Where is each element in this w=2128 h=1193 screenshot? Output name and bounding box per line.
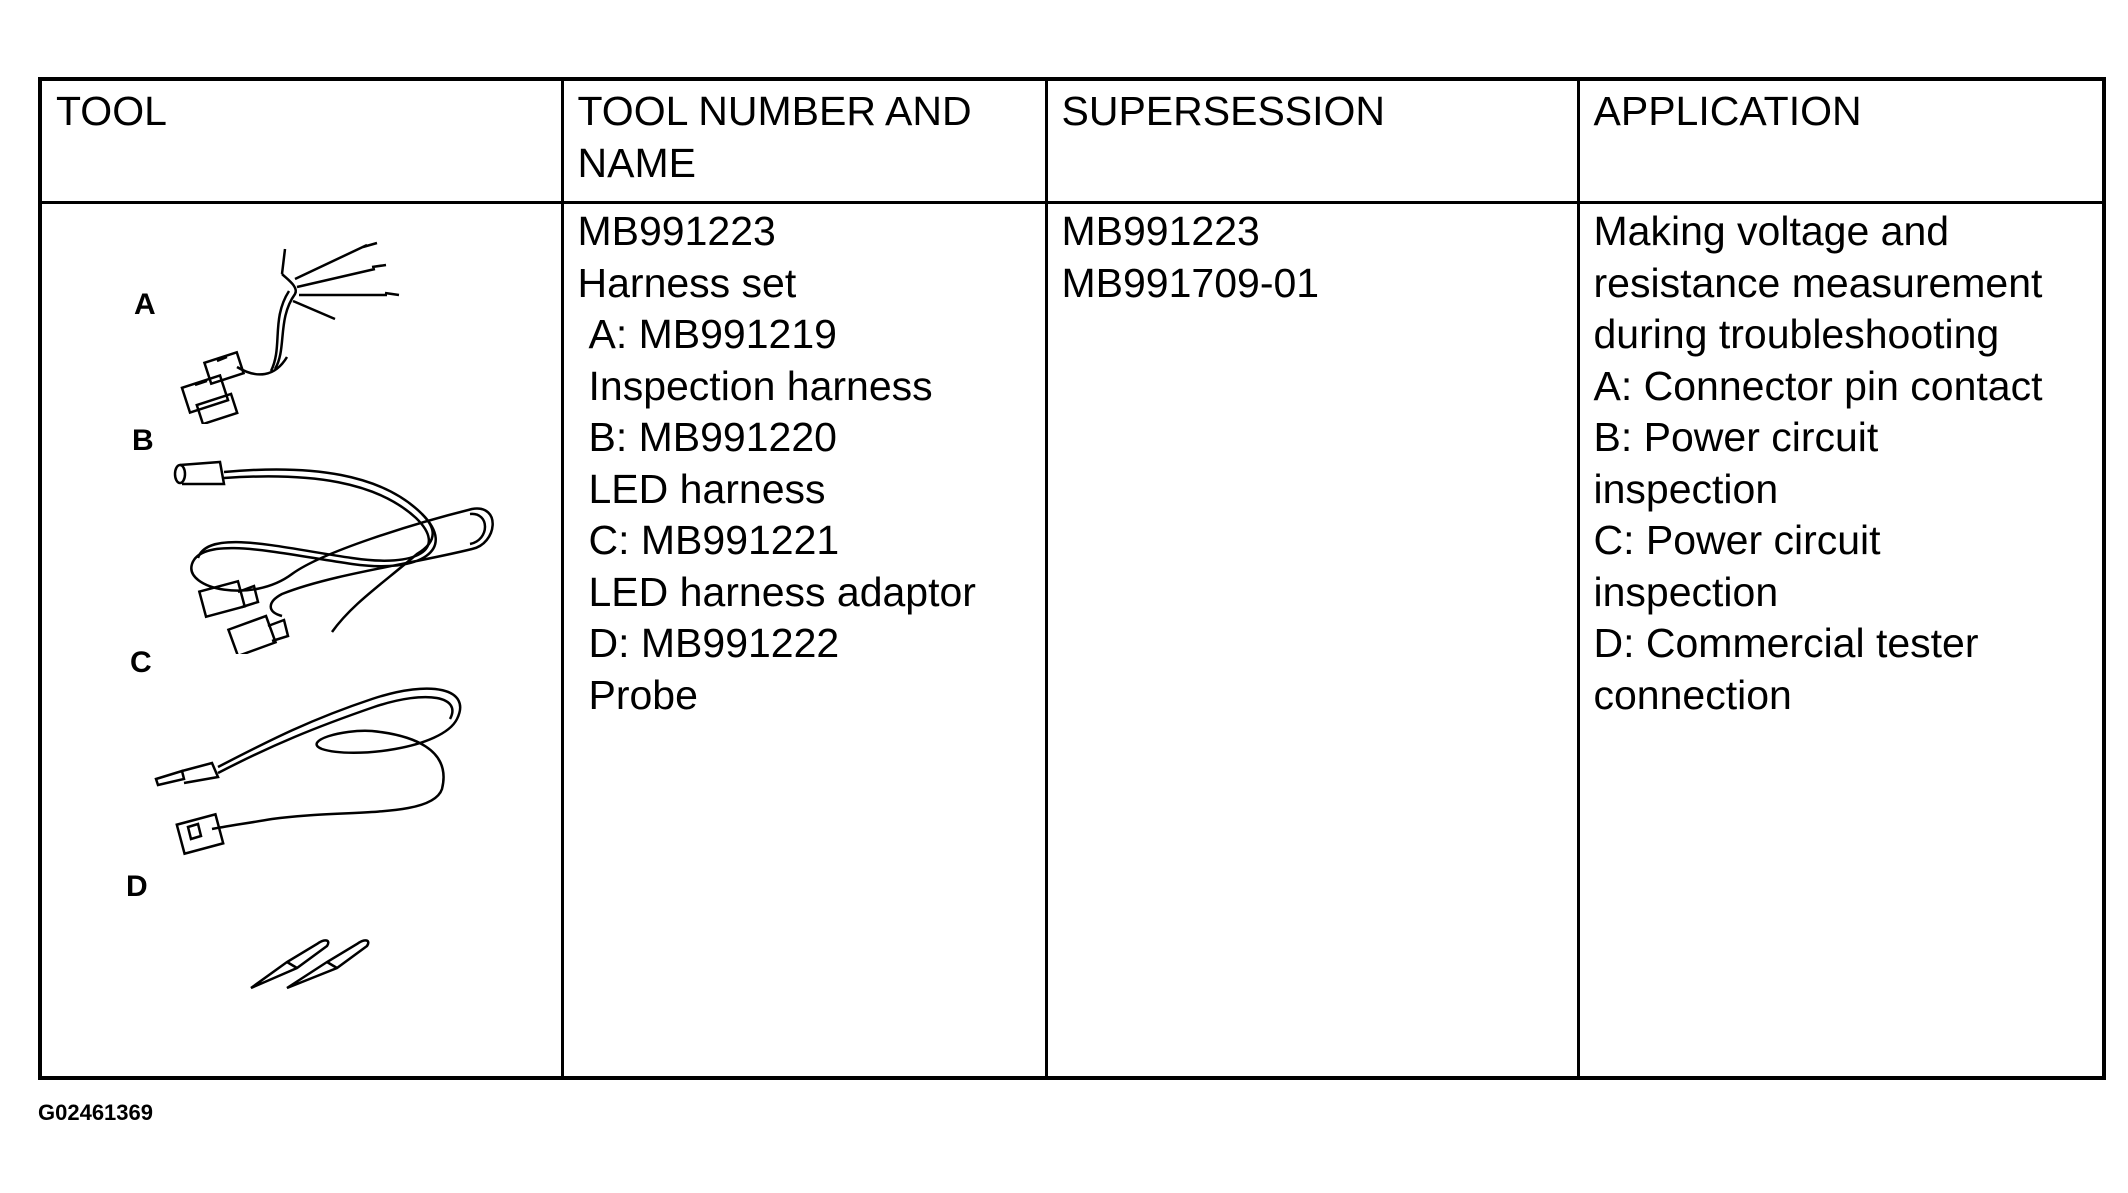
tool-label-b: B — [132, 424, 154, 457]
supersession-line: MB991709-01 — [1061, 259, 1320, 306]
tool-c-number: C: MB991221 — [588, 517, 840, 563]
application-line: D: Commercial tester — [1593, 620, 1979, 666]
inspection-harness-icon — [167, 239, 407, 424]
header-supersession-label: SUPERSESSION — [1061, 88, 1386, 134]
application-line: A: Connector pin contact — [1593, 362, 2043, 409]
led-harness-adaptor-icon — [152, 679, 482, 859]
tool-d-name: Probe — [588, 671, 698, 718]
tool-number-and-name-cell — [562, 203, 1046, 1079]
probe-icon — [247, 904, 407, 994]
tool-c-name: LED harness adaptor — [588, 568, 976, 615]
tool-d-number: D: MB991222 — [588, 620, 840, 666]
application-cell — [1578, 203, 2104, 1079]
header-application-label: APPLICATION — [1593, 88, 1862, 134]
tool-b-name: LED harness — [588, 465, 826, 512]
tool-illustrations — [42, 204, 561, 1074]
application-line: C: Power circuit — [1593, 517, 1881, 563]
header-tool-number-and-name — [562, 79, 1046, 203]
tool-a-number: A: MB991219 — [588, 311, 837, 357]
tool-b-number: B: MB991220 — [588, 414, 837, 460]
header-application — [1578, 79, 2104, 203]
figure-id: G02461369 — [38, 1100, 153, 1125]
application-line: resistance measurement — [1593, 259, 2043, 306]
tool-label-d: D — [126, 870, 148, 903]
header-supersession — [1046, 79, 1578, 203]
application-line: B: Power circuit — [1593, 414, 1879, 460]
special-tools-table — [38, 77, 2106, 1080]
application-line: inspection — [1593, 568, 1779, 615]
tool-a-name: Inspection harness — [588, 362, 933, 409]
header-tool-number-line2: NAME — [577, 140, 696, 186]
tool-illustration-cell — [40, 203, 562, 1079]
tool-label-c: C — [130, 646, 152, 679]
supersession-cell — [1046, 203, 1578, 1079]
led-harness-icon — [172, 454, 502, 654]
table-row — [40, 203, 2104, 1079]
supersession-line: MB991223 — [1061, 208, 1260, 254]
header-row — [40, 79, 2104, 203]
header-tool-label: TOOL — [56, 88, 167, 134]
tool-label-a: A — [134, 288, 156, 321]
tool-name: Harness set — [577, 259, 797, 306]
tool-number: MB991223 — [577, 208, 776, 254]
application-line: connection — [1593, 671, 1792, 718]
header-tool — [40, 79, 562, 203]
application-line: during troubleshooting — [1593, 311, 2000, 357]
application-line: Making voltage and — [1593, 208, 1950, 254]
application-line: inspection — [1593, 465, 1779, 512]
header-tool-number-line1: TOOL NUMBER AND — [577, 88, 972, 134]
